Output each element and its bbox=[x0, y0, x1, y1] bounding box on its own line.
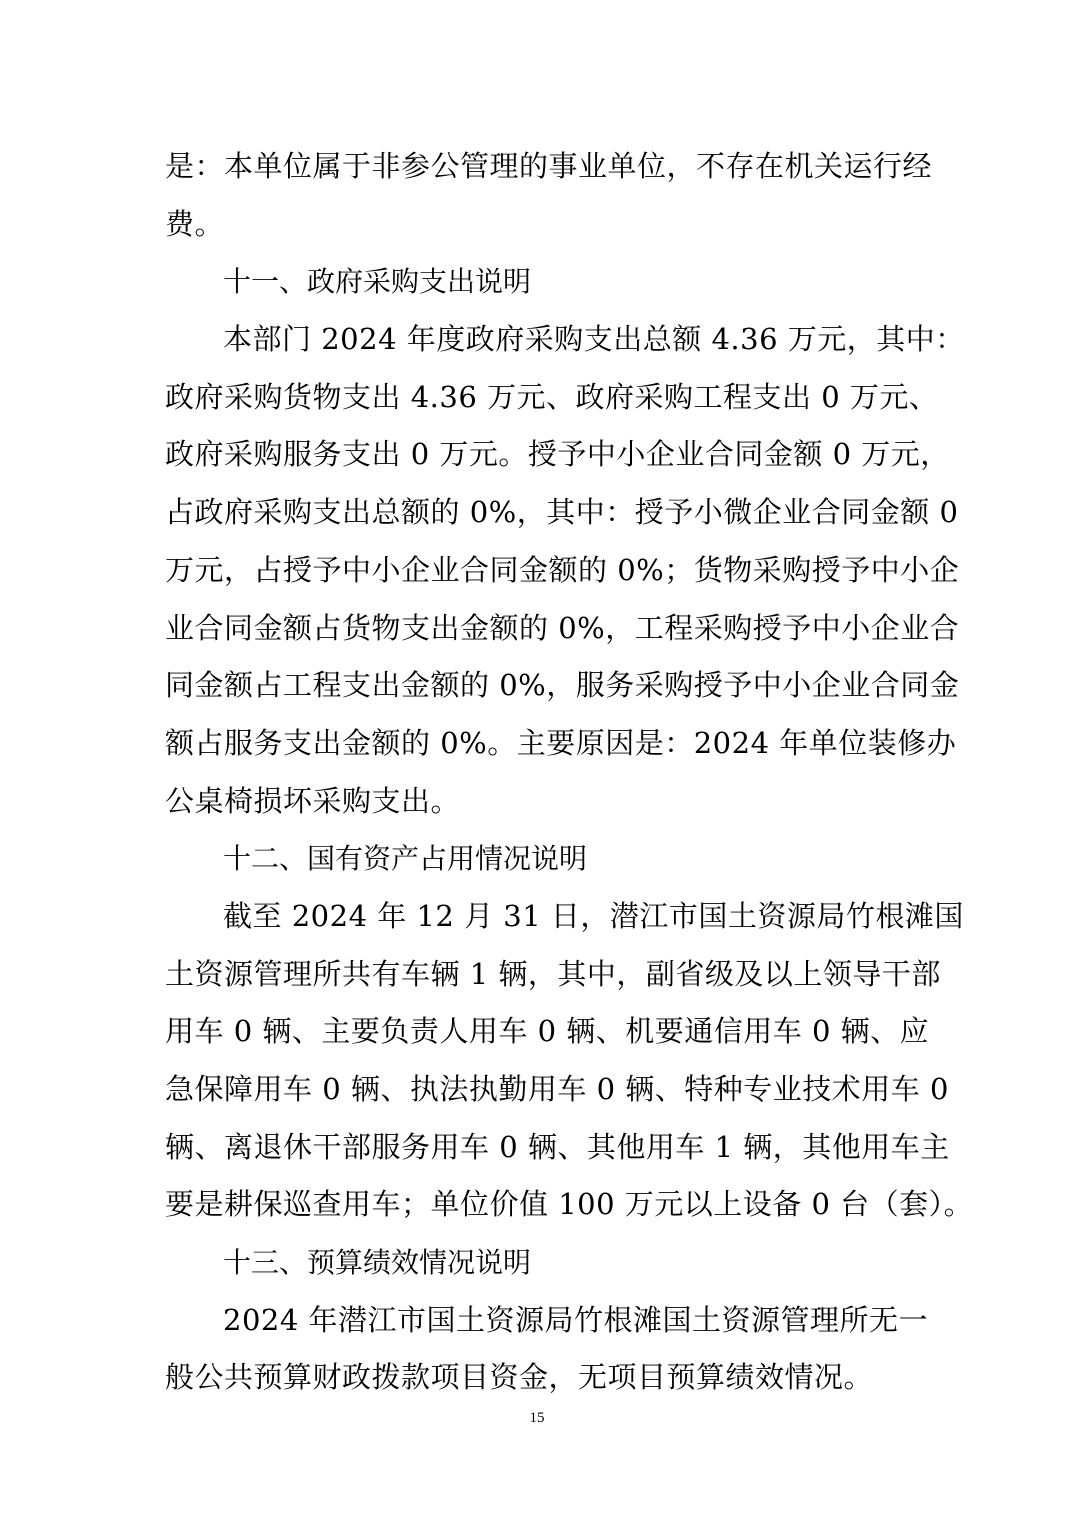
text-line: 政府采购服务支出 0 万元。授予中小企业合同金额 0 万元， bbox=[165, 437, 950, 472]
text-line: 费。 bbox=[165, 206, 225, 241]
document-body bbox=[165, 138, 974, 1407]
section-heading-13: 十三、预算绩效情况说明 bbox=[223, 1246, 532, 1280]
text-line: 政府采购货物支出 4.36 万元、政府采购工程支出 0 万元、 bbox=[165, 379, 939, 414]
text-line: 本部门 2024 年度政府采购支出总额 4.36 万元，其中： bbox=[223, 322, 965, 357]
text-line: 截至 2024 年 12 月 31 日，潜江市国土资源局竹根滩国 bbox=[223, 898, 964, 933]
text-line: 辆、离退休干部服务用车 0 辆、其他用车 1 辆，其他用车主 bbox=[165, 1129, 950, 1164]
text-line: 业合同金额占货物支出金额的 0%，工程采购授予中小企业合 bbox=[165, 610, 960, 645]
text-line: 2024 年潜江市国土资源局竹根滩国土资源管理所无一 bbox=[223, 1302, 929, 1337]
text-line: 用车 0 辆、主要负责人用车 0 辆、机要通信用车 0 辆、应 bbox=[165, 1014, 930, 1049]
text-line: 是：本单位属于非参公管理的事业单位，不存在机关运行经 bbox=[165, 149, 933, 183]
text-line: 同金额占工程支出金额的 0%，服务采购授予中小企业合同金 bbox=[165, 668, 960, 703]
text-line: 土资源管理所共有车辆 1 辆，其中，副省级及以上领导干部 bbox=[165, 956, 941, 991]
text-line: 急保障用车 0 辆、执法执勤用车 0 辆、特种专业技术用车 0 bbox=[165, 1072, 949, 1106]
text-line: 般公共预算财政拨款项目资金，无项目预算绩效情况。 bbox=[165, 1360, 874, 1395]
text-line: 万元，占授予中小企业合同金额的 0%；货物采购授予中小企 bbox=[165, 552, 960, 587]
section-heading-12: 十二、国有资产占用情况说明 bbox=[223, 842, 588, 876]
text-line: 额占服务支出金额的 0%。主要原因是：2024 年单位装修办 bbox=[165, 725, 957, 760]
text-line: 占政府采购支出总额的 0%，其中：授予小微企业合同金额 0 bbox=[165, 495, 959, 530]
text-line: 要是耕保巡查用车；单位价值 100 万元以上设备 0 台（套）。 bbox=[165, 1187, 974, 1222]
page-number: 15 bbox=[529, 1410, 545, 1426]
text-line: 公桌椅损坏采购支出。 bbox=[165, 783, 461, 818]
section-heading-11: 十一、政府采购支出说明 bbox=[223, 265, 532, 299]
